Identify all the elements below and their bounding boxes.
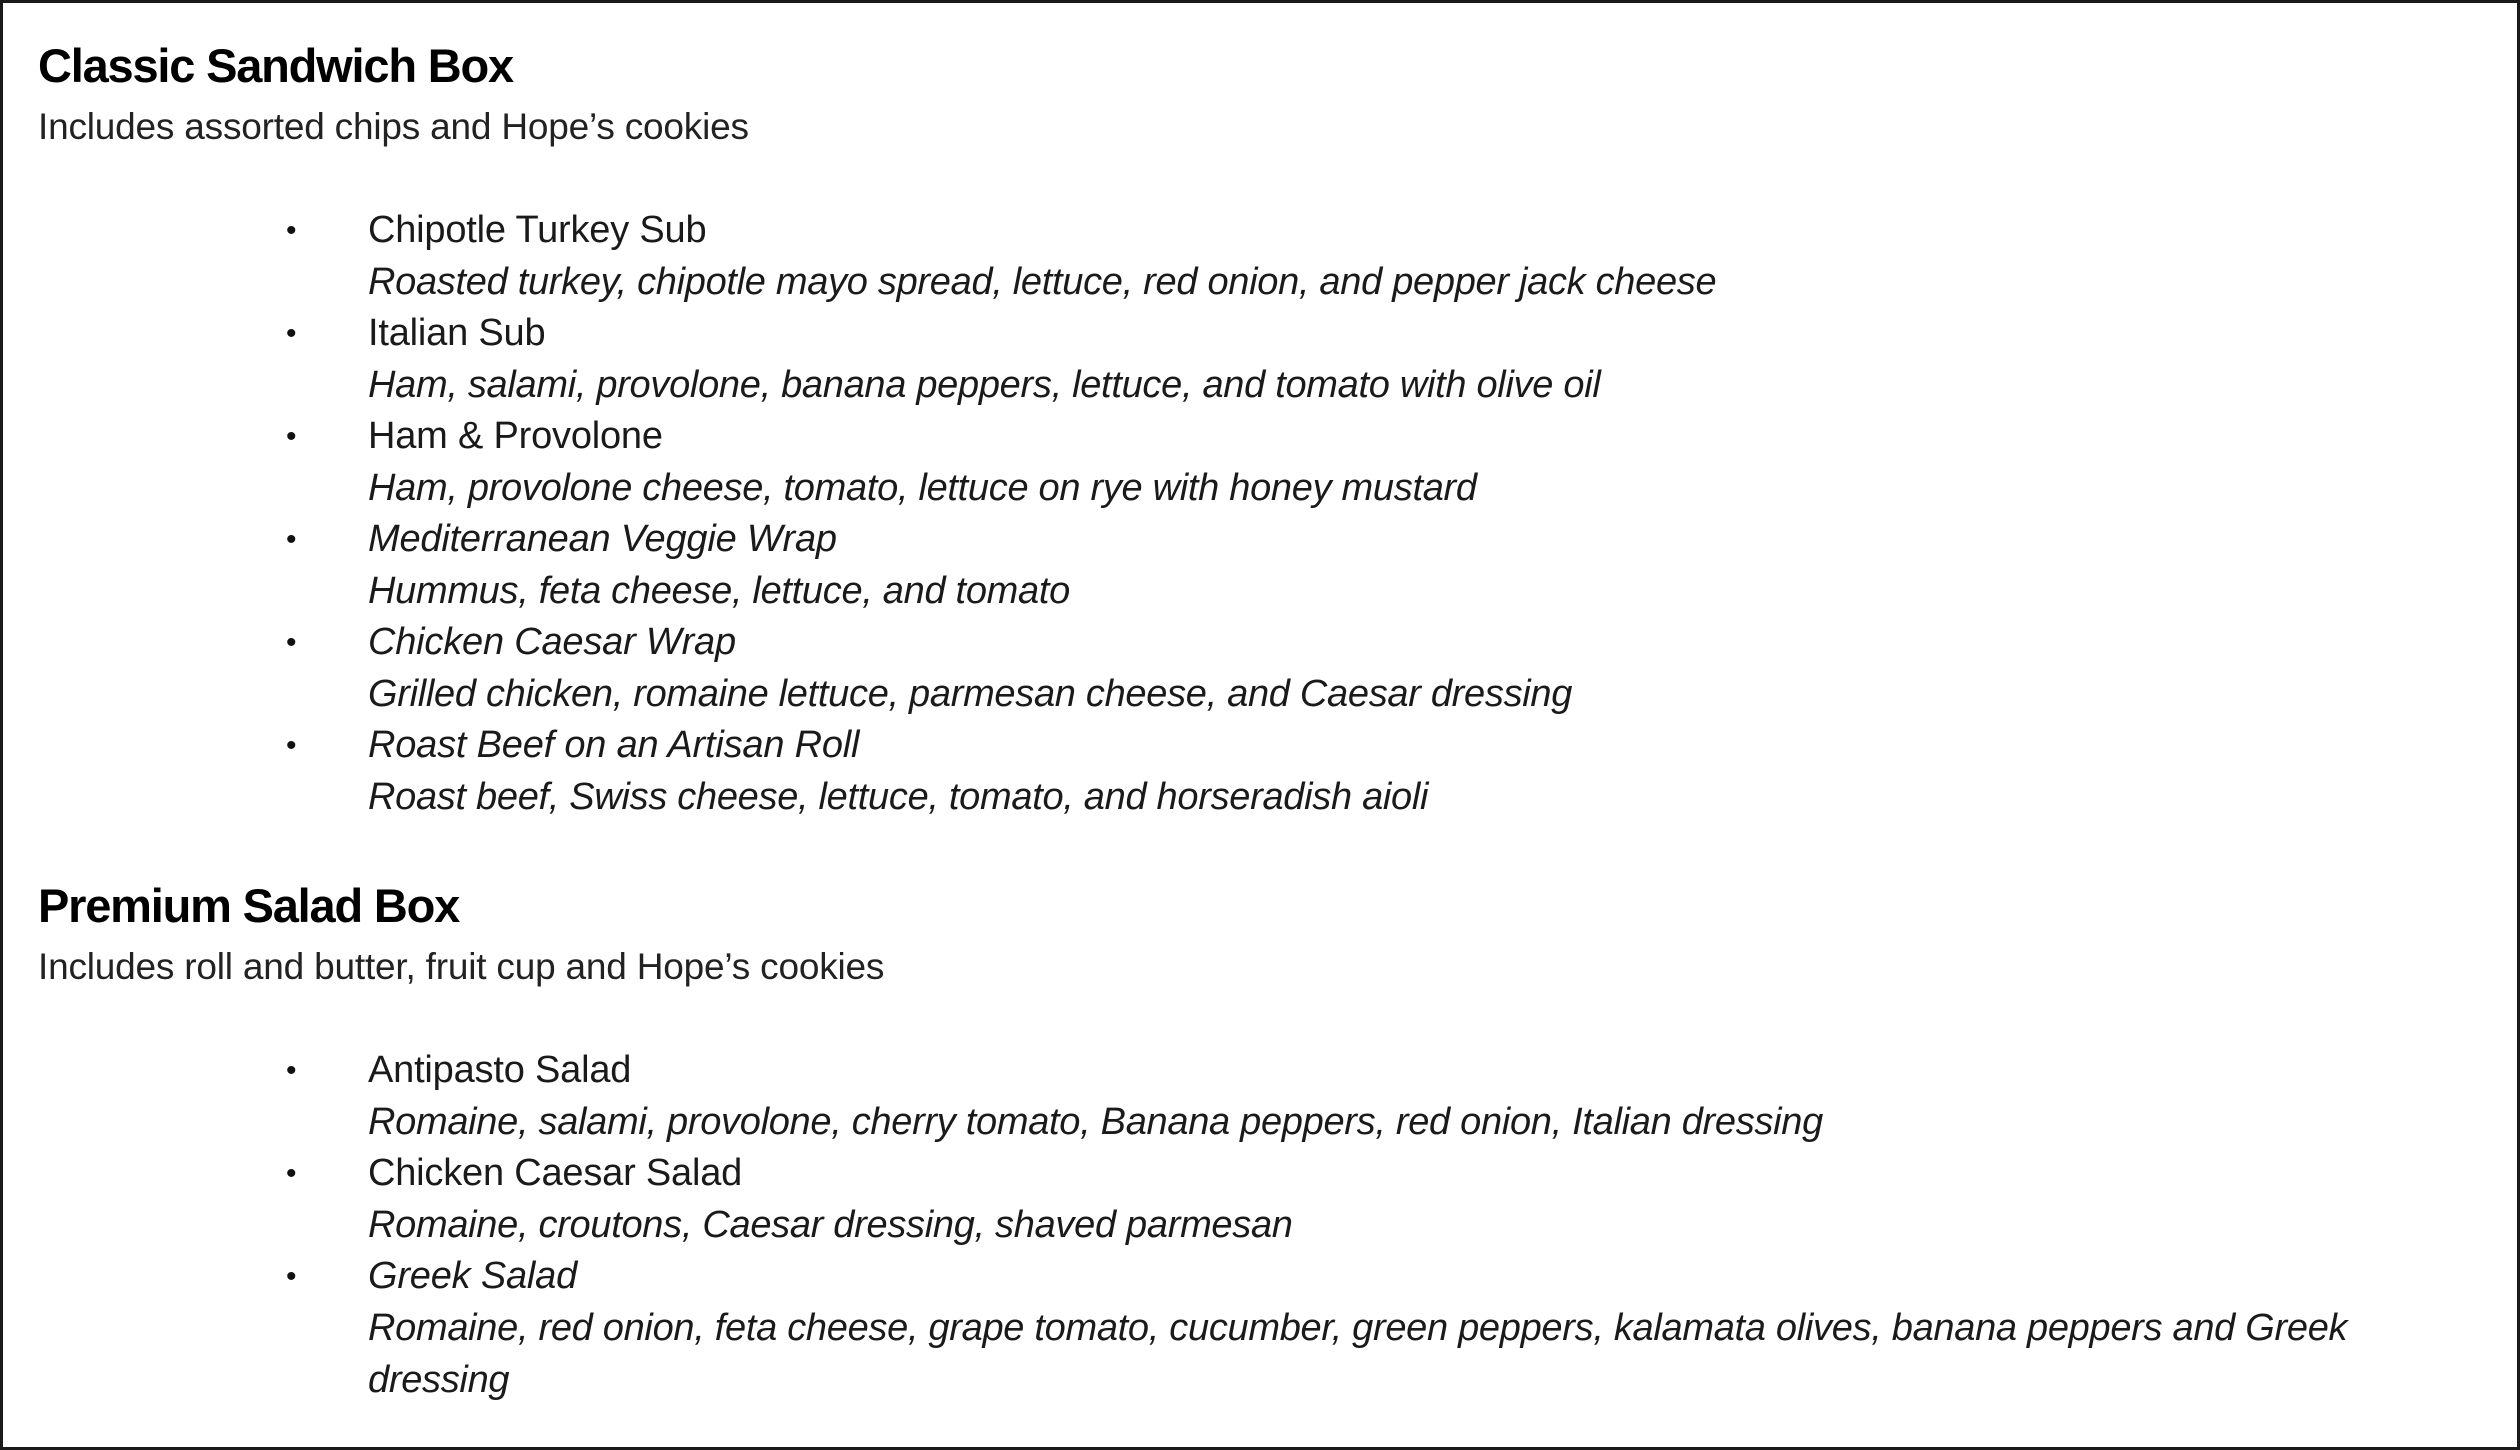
item-description: Romaine, croutons, Caesar dressing, shaved parmesan [368,1204,1293,1246]
item-name: Mediterranean Veggie Wrap [368,518,837,560]
bullet-icon: • [286,214,297,247]
menu-item [38,1148,2482,1251]
item-name: Italian Sub [368,312,546,354]
item-description: Ham, salami, provolone, banana peppers, lettuce, and tomato with olive oil [368,364,1601,406]
item-name: Antipasto Salad [368,1049,632,1091]
menu-item-list [38,1045,2482,1406]
menu-item-list [38,205,2482,823]
section-title: Premium Salad Box [38,879,460,932]
item-description: Grilled chicken, romaine lettuce, parmesan cheese, and Caesar dressing [368,673,1573,715]
item-description: Romaine, red onion, feta cheese, grape tomato, cucumber, green peppers, kalamata olives, banana peppers and Greek dressing [368,1307,2348,1401]
item-name: Chicken Caesar Wrap [368,621,736,663]
classic-sandwich-box-section [38,31,2482,823]
menu-item [38,411,2482,514]
menu-item [38,308,2482,411]
item-name: Greek Salad [368,1255,578,1297]
bullet-icon: • [286,626,297,659]
item-name: Chicken Caesar Salad [368,1152,743,1194]
bullet-icon: • [286,420,297,453]
bullet-icon: • [286,1157,297,1190]
menu-item [38,720,2482,823]
section-title: Classic Sandwich Box [38,39,513,92]
item-name: Chipotle Turkey Sub [368,209,707,251]
item-description: Roasted turkey, chipotle mayo spread, lettuce, red onion, and pepper jack cheese [368,261,1717,303]
item-name: Roast Beef on an Artisan Roll [368,724,860,766]
item-description: Hummus, feta cheese, lettuce, and tomato [368,570,1070,612]
menu-item [38,1045,2482,1148]
menu-item [38,617,2482,720]
menu-item [38,1251,2482,1406]
bullet-icon: • [286,1260,297,1293]
bullet-icon: • [286,523,297,556]
menu-item [38,514,2482,617]
bullet-icon: • [286,317,297,350]
item-name: Ham & Provolone [368,415,663,457]
bullet-icon: • [286,1054,297,1087]
premium-salad-box-section [38,871,2482,1406]
section-subtitle: Includes roll and butter, fruit cup and Hope’s cookies [38,946,885,987]
item-description: Ham, provolone cheese, tomato, lettuce on rye with honey mustard [368,467,1477,509]
item-description: Roast beef, Swiss cheese, lettuce, tomato, and horseradish aioli [368,776,1429,818]
menu-item [38,205,2482,308]
item-description: Romaine, salami, provolone, cherry tomato, Banana peppers, red onion, Italian dressing [368,1101,1823,1143]
section-subtitle: Includes assorted chips and Hope’s cookies [38,106,749,147]
bullet-icon: • [286,729,297,762]
